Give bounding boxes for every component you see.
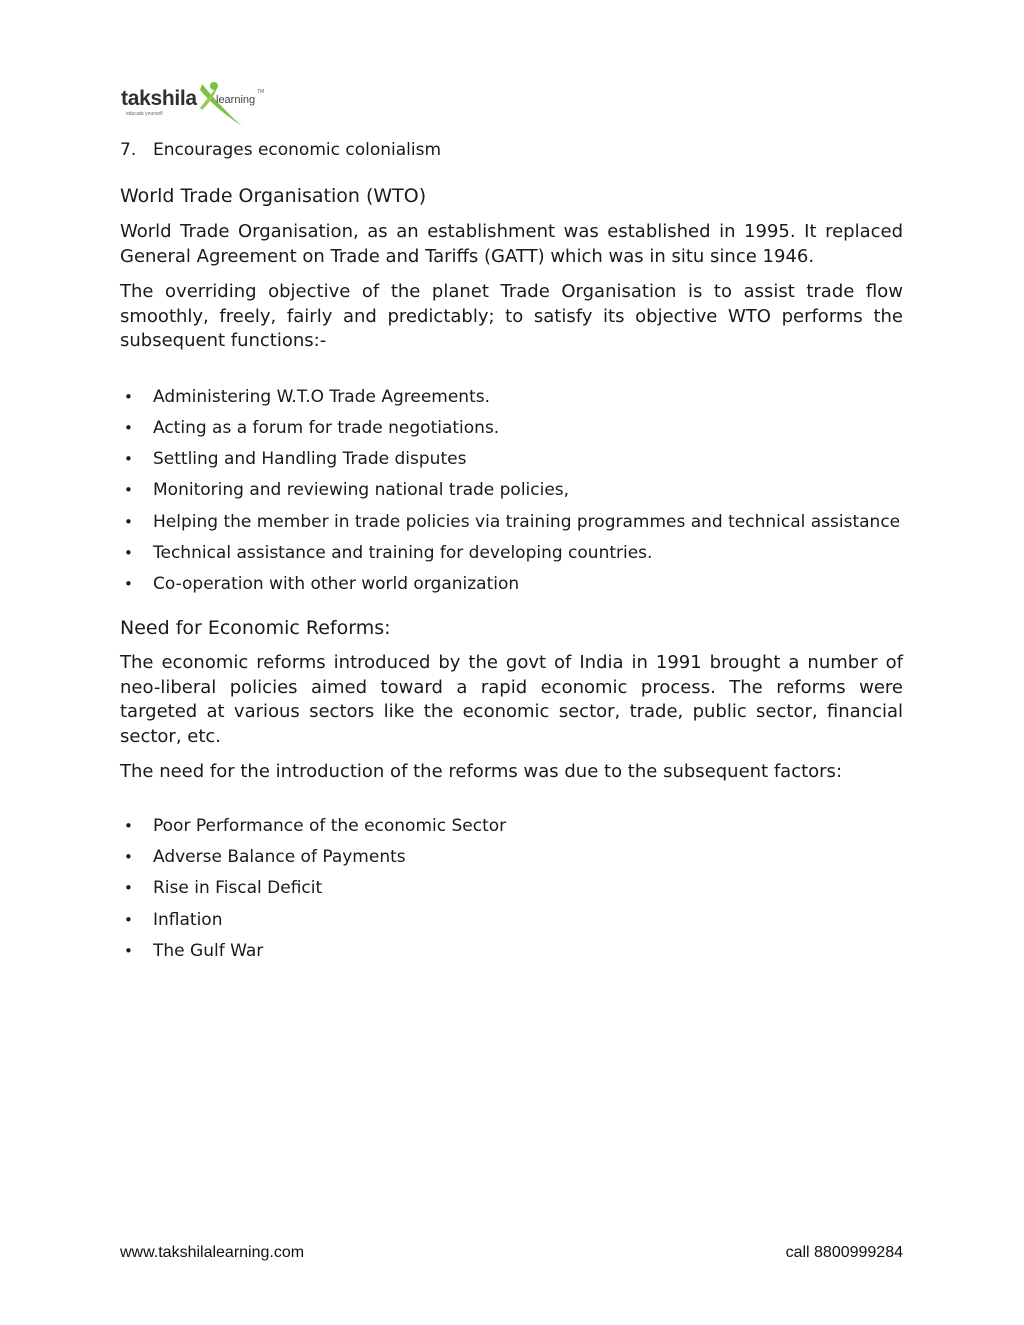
item-number: 7. (120, 140, 137, 160)
logo-trademark: TM (257, 89, 265, 95)
reform-factors-list (120, 811, 903, 967)
list-item: • Poor Performance of the economic Sector (120, 811, 903, 842)
logo-wordmark: takshila (121, 87, 197, 110)
list-item: • Monitoring and reviewing national trade policies, (120, 475, 903, 506)
list-item: • Administering W.T.O Trade Agreements. (120, 382, 903, 413)
list-item: • Co-operation with other world organization (120, 569, 903, 600)
list-item: • Acting as a forum for trade negotiations. (120, 413, 903, 444)
wto-para1-lead: World Trade Organisation (120, 221, 353, 242)
footer-website[interactable]: www.takshilalearning.com (120, 1244, 305, 1261)
logo-subtitle: learning (216, 94, 256, 106)
reforms-paragraph-1: The economic reforms introduced by the govt of India in 1991 brought a number of neo-liberal policies aimed toward a rapid economic process. The reforms were targeted at various sectors like the economic sector, trade, public sector, financial sector, etc. (120, 652, 903, 747)
takshila-logo (120, 78, 270, 130)
wto-para1-rest: , as an establishment was established in 1995. It replaced General Agreement on Trade and Tariffs (GATT) which was in situ since 1946. (120, 221, 904, 267)
item-text: Encourages economic colonialism (153, 140, 442, 160)
logo-tagline: educate yourself (126, 111, 163, 117)
page-content (120, 138, 903, 967)
reforms-paragraph-2: The need for the introduction of the reforms was due to the subsequent factors: (120, 761, 843, 783)
wto-paragraph-2: The overriding objective of the planet Trade Organisation is to assist trade flow smoothly, freely, fairly and predictably; to satisfy its objective WTO performs the subsequent functions:- (120, 281, 903, 351)
list-item: • Settling and Handling Trade disputes (120, 444, 903, 475)
list-item: • Technical assistance and training for developing countries. (120, 538, 903, 569)
list-item: • The Gulf War (120, 936, 903, 967)
list-item: • Inflation (120, 905, 903, 936)
list-item: • Adverse Balance of Payments (120, 842, 903, 873)
footer-phone: call 8800999284 (785, 1244, 903, 1261)
wto-paragraph-1 (120, 220, 903, 269)
numbered-item-7 (120, 138, 903, 162)
list-item: • Rise in Fiscal Deficit (120, 873, 903, 904)
reforms-heading: Need for Economic Reforms: (120, 617, 391, 640)
list-item: • Helping the member in trade policies via training programmes and technical assistance (120, 507, 903, 538)
wto-functions-list (120, 382, 903, 601)
wto-heading: World Trade Organisation (WTO) (120, 185, 427, 207)
